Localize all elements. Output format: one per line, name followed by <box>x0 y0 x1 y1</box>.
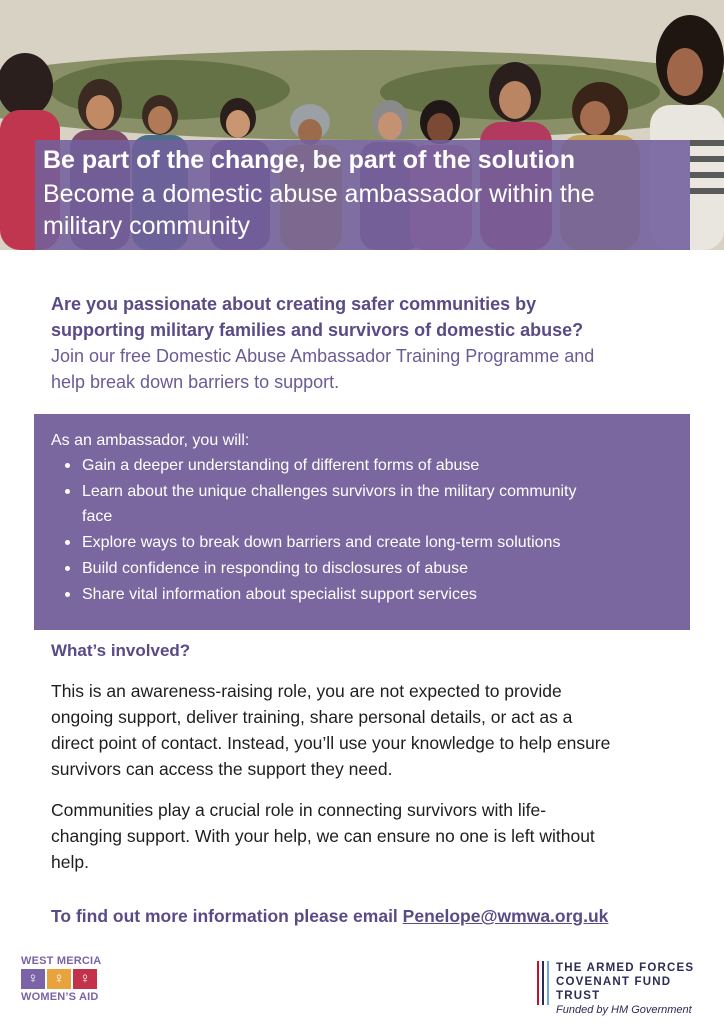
intro-section <box>51 291 681 395</box>
bullet-dot-icon <box>65 566 70 571</box>
list-item-text: Learn about the unique challenges survivors in the military community <box>82 483 577 500</box>
bullet-dot-icon <box>65 463 70 468</box>
paragraph-line: ongoing support, deliver training, share personal details, or act as a <box>51 707 573 727</box>
list-item <box>62 530 672 555</box>
female-symbol-icon: ♀ <box>21 969 45 989</box>
logo-icons <box>21 969 111 989</box>
list-item-text: face <box>82 508 113 525</box>
intro-body-line: help break down barriers to support. <box>51 372 340 392</box>
involved-paragraph-1 <box>51 678 686 782</box>
ambassador-intro: As an ambassador, you will: <box>51 432 250 449</box>
hero-title: Be part of the change, be part of the solution <box>43 146 575 174</box>
bullet-dot-icon <box>65 489 70 494</box>
female-symbol-icon: ♀ <box>47 969 71 989</box>
covenant-line: COVENANT FUND TRUST <box>556 976 672 1002</box>
armed-forces-covenant-logo <box>536 961 716 1016</box>
contact-line <box>51 904 608 928</box>
intro-lead-line: supporting military families and survivors of domestic abuse? <box>51 320 584 340</box>
list-item <box>62 479 672 529</box>
hero-subtitle-line: military community <box>43 212 250 240</box>
logo-text: WOMEN’S AID <box>21 991 99 1003</box>
covenant-text <box>556 961 716 1017</box>
list-item <box>62 453 672 478</box>
hero-subtitle-line: Become a domestic abuse ambassador within the <box>43 180 595 208</box>
list-item <box>62 556 672 581</box>
covenant-line: Funded by HM Government <box>556 1004 692 1016</box>
paragraph-line: direct point of contact. Instead, you’ll use your knowledge to help ensure <box>51 733 611 753</box>
list-item-text: Gain a deeper understanding of different forms of abuse <box>82 457 480 474</box>
list-item-text: Share vital information about specialist support services <box>82 586 477 603</box>
list-item-text: Build confidence in responding to disclosures of abuse <box>82 560 469 577</box>
list-item-text: Explore ways to break down barriers and create long-term solutions <box>82 534 561 551</box>
bullet-dot-icon <box>65 592 70 597</box>
bullet-dot-icon <box>65 540 70 545</box>
involved-paragraph-2 <box>51 797 686 875</box>
west-mercia-womens-aid-logo <box>21 955 111 1011</box>
ambassador-bullet-list <box>62 453 672 608</box>
paragraph-line: help. <box>51 852 89 872</box>
contact-email-link[interactable]: Penelope@wmwa.org.uk <box>402 906 609 926</box>
female-symbol-icon: ♀ <box>73 969 97 989</box>
involved-heading: What’s involved? <box>51 641 191 660</box>
covenant-line: THE ARMED FORCES <box>556 962 695 974</box>
contact-prefix: To find out more information please email <box>51 906 403 926</box>
intro-lead-line: Are you passionate about creating safer communities by <box>51 294 537 314</box>
paragraph-line: changing support. With your help, we can ensure no one is left without <box>51 826 595 846</box>
intro-body-line: Join our free Domestic Abuse Ambassador Training Programme and <box>51 346 595 366</box>
paragraph-line: survivors can access the support they need. <box>51 759 393 779</box>
covenant-stripes-icon <box>536 961 552 1005</box>
paragraph-line: Communities play a crucial role in connecting survivors with life- <box>51 800 547 820</box>
logo-text: WEST MERCIA <box>21 955 102 967</box>
hero-subtitle <box>43 178 703 242</box>
list-item <box>62 582 672 607</box>
paragraph-line: This is an awareness-raising role, you are not expected to provide <box>51 681 562 701</box>
